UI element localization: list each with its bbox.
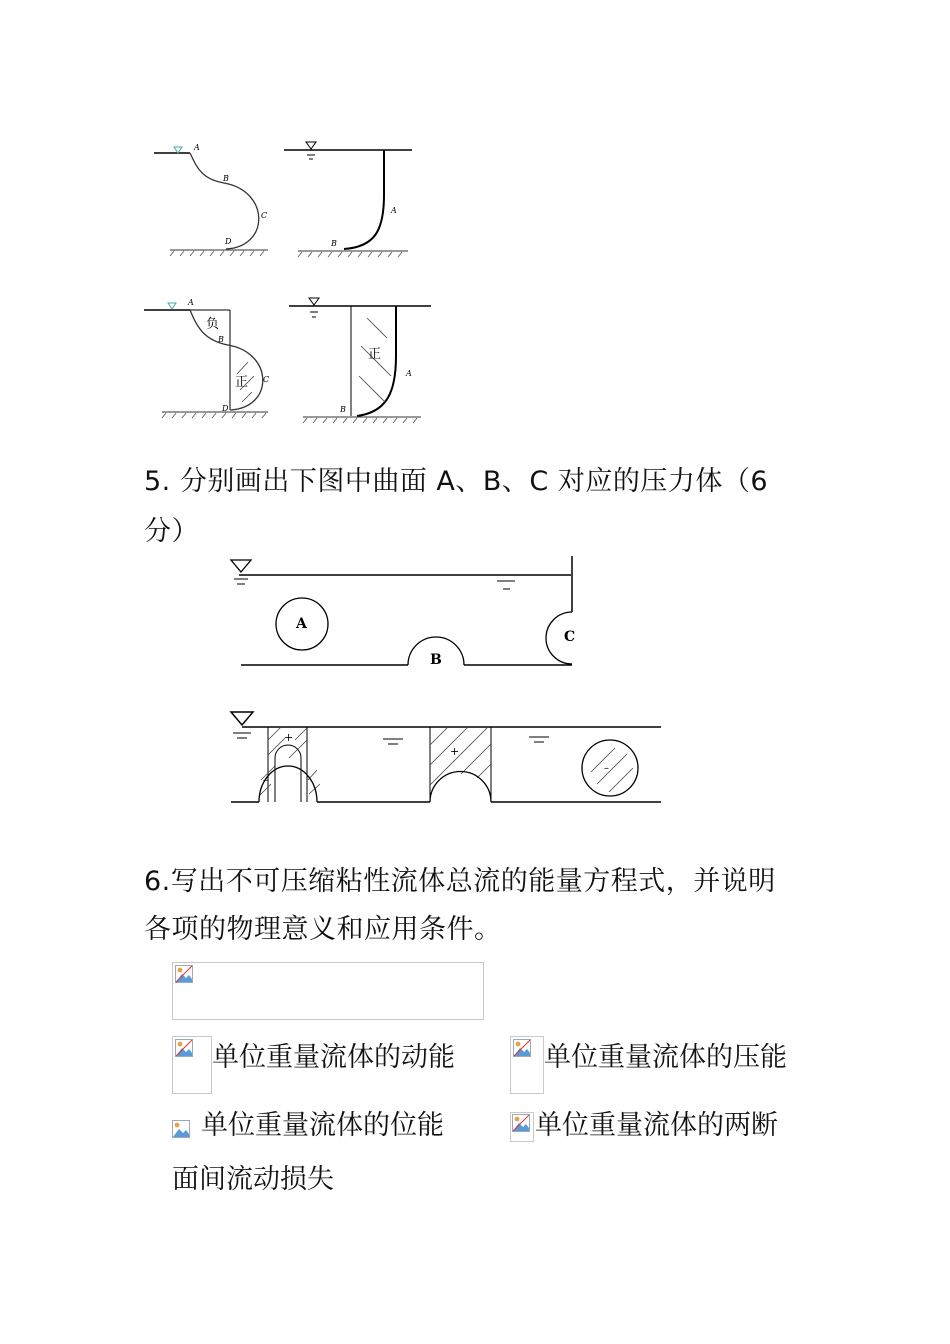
broken-image-icon <box>172 1120 190 1138</box>
figure-s-curve-surface <box>140 135 280 265</box>
question-6-line-1: 6.写出不可压缩粘性流体总流的能量方程式，并说明 <box>144 866 776 897</box>
point-label-a2: A <box>391 206 397 215</box>
point-label-b4: B <box>340 405 346 414</box>
point-label-d: D <box>225 237 232 246</box>
broken-image-potential <box>172 1120 192 1140</box>
broken-image-pressure <box>510 1036 544 1094</box>
point-label-a: A <box>194 143 200 152</box>
surface-label-c: C <box>564 629 576 645</box>
question-5-line-1: 5. 分别画出下图中曲面 A、B、C 对应的压力体（6 <box>144 466 769 497</box>
point-label-d3: D <box>222 404 229 413</box>
positive-label-2: 正 <box>368 347 382 362</box>
question-6-line-2: 各项的物理意义和应用条件。 <box>144 914 502 945</box>
sign-minus-1: – <box>263 775 268 786</box>
sign-minus-2: – <box>604 763 609 774</box>
term-pressure-energy: 单位重量流体的压能 <box>544 1042 787 1073</box>
positive-label-1: 正 <box>235 375 249 390</box>
broken-image-kinetic <box>172 1036 212 1094</box>
surface-label-b: B <box>430 652 442 668</box>
figure-concave-wall <box>280 135 420 265</box>
point-label-b2: B <box>331 239 337 248</box>
point-label-c3: C <box>263 375 270 384</box>
term-potential-energy: 单位重量流体的位能 <box>201 1110 444 1141</box>
broken-image-equation <box>172 962 484 1020</box>
point-label-a3: A <box>188 298 194 307</box>
broken-image-icon <box>175 1039 193 1057</box>
sign-plus-2: + <box>450 745 460 758</box>
surface-label-a: A <box>296 616 307 632</box>
point-label-b: B <box>223 174 229 183</box>
figure-q5-pressure-bodies <box>225 700 665 810</box>
broken-image-icon <box>513 1039 531 1057</box>
point-label-a4: A <box>406 369 412 378</box>
term-head-loss-line-1: 单位重量流体的两断 <box>535 1110 778 1141</box>
term-head-loss-line-2: 面间流动损失 <box>172 1164 334 1195</box>
broken-image-loss <box>510 1112 534 1142</box>
term-kinetic-energy: 单位重量流体的动能 <box>212 1042 455 1073</box>
figure-q5-surfaces <box>225 552 585 672</box>
broken-image-icon <box>175 965 193 983</box>
figure-s-curve-pressure-body <box>140 290 285 430</box>
broken-image-icon <box>512 1114 530 1132</box>
figure-concave-wall-pressure-body <box>285 290 435 440</box>
point-label-c: C <box>261 211 268 220</box>
point-label-b3: B <box>218 335 224 344</box>
negative-label: 负 <box>206 317 220 332</box>
question-5-line-2: 分） <box>144 516 199 547</box>
sign-plus-1: + <box>284 731 294 744</box>
